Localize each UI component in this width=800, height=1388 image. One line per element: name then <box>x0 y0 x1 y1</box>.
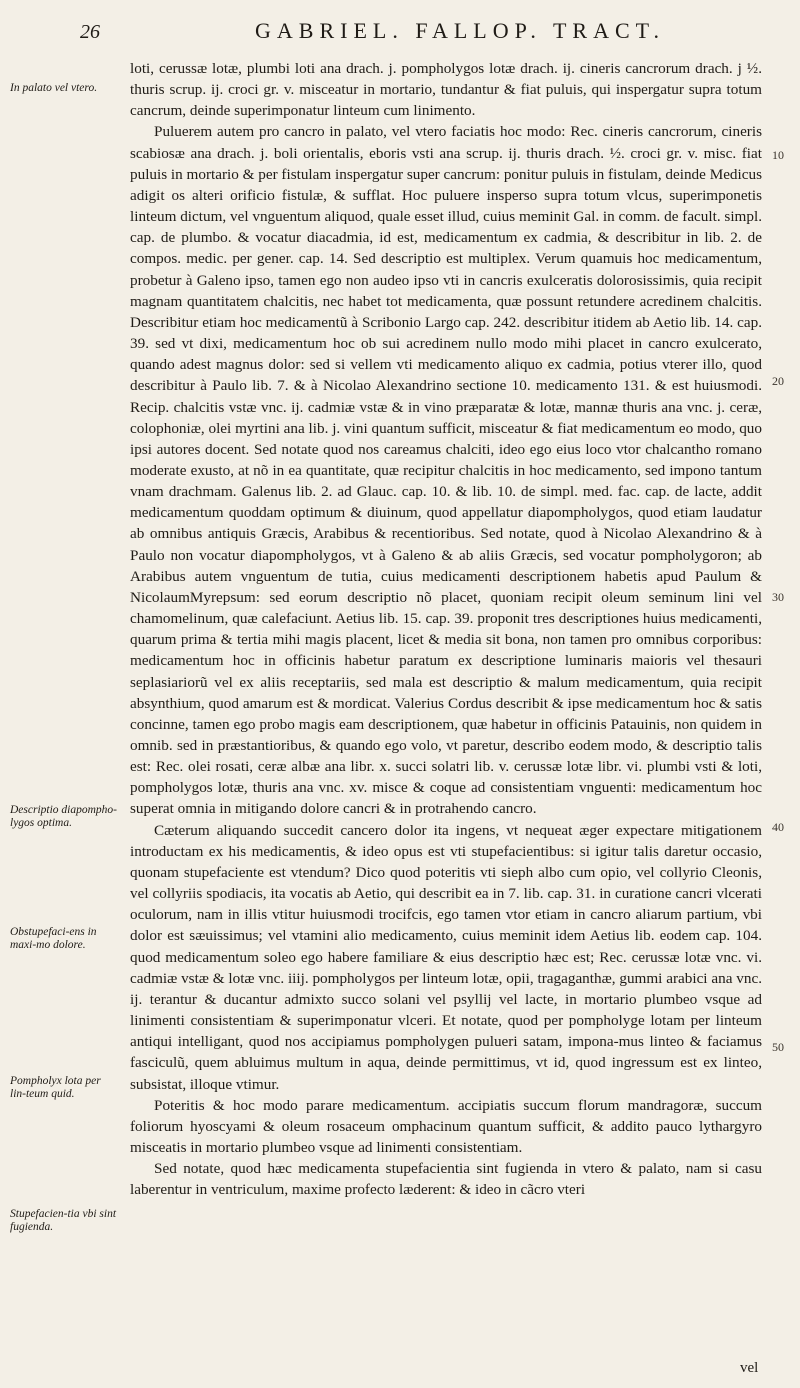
paragraph: Poteritis & hoc modo parare medicamentum. accipiatis succum florum mandragoræ, succum foliorum hyoscyami & oleum rosaceum omphacinum quantum sufficit, & addito pauco lythargyro misceatis in mortario plumbeo vsque ad linimenti consistentiam. <box>130 1096 762 1156</box>
running-header <box>80 18 780 52</box>
page-number: 26 <box>80 21 100 43</box>
margin-note: Obstupefaci-ens in maxi-mo dolore. <box>10 926 97 951</box>
margin-note: Stupefacien-tia vbi sint fugienda. <box>10 1208 117 1233</box>
paragraph: Puluerem autem pro cancro in palato, vel vtero faciatis hoc modo: Rec. cineris cancrorum, cineris scabiosæ ana drach. j. boli orientalis, eboris vsti ana scrup. ij. thuris drach. ½. croci gr. v. misc. fiat puluis in mortario & per fistulam inspergatur super cancrum: ponitur puluis in fistulam, deinde Medicus adigit os alteri orificio fistulæ, & sufflat. Hoc puluere insperso supra totum vlcus, superimponetis linteum dictum, vel vnguentum aliquod, quale esset illud, cuius meminit Gal. in comm. de facult. simpl. cap. de plumbo. & vocatur diacadmia, id est, medicamentum ex cadmia, & describitur in lib. 2. de compos. medic. per gener. cap. 14. Sed descriptio est multiplex. Verum quamuis hoc medicamentum, probetur à Galeno ipso, tamen ego non audeo ipso vti in cancris exulceratis dolorosissimis, quia recipit magnam quantitatem chalcitis, nec habet tot medicamenta, quæ possunt retundere acredinem chalcitis. Describitur etiam hoc medicamentũ à Scribonio Largo cap. 242. describitur itidem ab Aetio lib. 14. cap. 39. sed vt dixi, medicamentum hoc ob sui acredinem nullo modo mihi placet in cancro exulcerato, quando adest magnus dolor: sed si vellem vti medicamento aliquo ex cadmia, potius vterer illo, quod describitur à Paulo lib. 7. & à Nicolao Alexandrino sectione 10. medicamento 131. & est huiusmodi. Recip. chalcitis vstæ vnc. ij. cadmiæ vstæ & in vino præparatæ & lotæ, mannæ thuris ana vnc. j. ceræ, colophoniæ, olei myrtini ana lib. j. vini quantum sufficit, misceatur & fiat medicamentum eo modo, quo ipsi autores docent. Sed notate quod nos careamus chalciti, ideo ego eius loco vtor chalcantho romano moderate exusto, at nõ in ea quantitate, quæ recipitur chalcitis in hoc medicamento, sed impono tantum vnam drachmam. Galenus lib. 2. ad Glauc. cap. 10. & lib. 10. de simpl. med. fac. cap. de lacte, addit medicamentum quoddam optimum & diuinum, quod appellatur diapompholygos, quod etiam laudatur ab omnibus antiquis Græcis, Arabibus & recentioribus. Sed notate, quod à Nicolao Alexandrino & à Paulo non vocatur diapompholygos, vt à Galeno & ab aliis Græcis, sed vocatur pompholygoron; ab Arabibus autem vnguentum de tutia, cuius medicamenti descriptionem habetis apud Paulum & NicolaumMyrepsum: sed eorum descriptio nõ placet, quoniam recipit oleum seminum lini vel chamomelinum, quæ calefaciunt. Aetius lib. 15. cap. 39. proponit tres descriptiones huius medicamenti, quarum prima & tertia mihi magis placent, licet & media sit bona, non tamen pro omnibus corporibus: medicamentum hoc in officinis habetur paratum ex descriptione luminaris maioris vel thesauri seplasiariorũ vel ex aliis receptariis, sed mala est descriptio & malum medicamentum, quia recipit absynthium, quod amarum est & mordicat. Valerius Cordus describit & ipse medicamentum hoc & satis concinne, tamen ego probo magis eam descriptionem, quæ habetur in officinis Patauinis, non quidem in omnib. sed in præstantioribus, & quando ego volo, vt paretur, describo eodem modo, & descriptio talis est: Rec. olei rosati, ceræ albæ ana libr. x. succi solatri lib. v. cerussæ lotæ libr. vi. plumbi vsti & loti, pompholygos lotæ, thuris ana vnc. xv. misce & coque ad consistentiam vnguenti: medicamentum hoc superat omnia in mitigando dolore cancri & in protrahendo cancro. <box>130 123 762 818</box>
margin-note: Descriptio diapompho-lygos optima. <box>10 804 118 829</box>
line-number: 10 <box>772 148 784 162</box>
margin-note: Pompholyx lota per lin-teum quid. <box>10 1075 101 1100</box>
paragraph: Cæterum aliquando succedit cancero dolor ita ingens, vt nequeat æger expectare mitigationem introductam ex his medicamentis, & ideo opus est vti stupefacientibus: si igitur talis daretur occasio, quonam stupefaciente est vtendum? Dico quod poteritis vti sieph albo cum opio, vel collyrio Cleonis, vel collyriis spodiacis, ita vocatis ab Aetio, qui describit ea in 7. lib. cap. 31. in curatione cancri vlcerati oculorum, nam in illis vtitur huiusmodi trocifcis, ego tamen vtor etiam in cancro aliarum partium, vbi dolor est sæuissimus; vel vtamini alio medicamento, cuius meminit idem Aetius lib. eodem cap. 104. quod medicamentum soleo ego habere familiare & eius descriptio hæc est; Rec. cerussæ lotæ vnc. vi. cadmiæ vstæ & lotæ vnc. iiij. pompholygos per linteum lotæ, opii, tragaganthæ, gummi arabici ana vnc. ij. terantur & ducantur admixto succo solani vel psyllij vel lacte, in mortario plumbeo vsque ad linimenti consistentiam & superimponatur vlceri. Et notate, quod per pompholyge lotam per linteum antiqui intelligant, quod nos accipiamus pompholygen pulueri satam, impona-mus linteo & faciamus fasciculũ, quem abluimus multum in aqua, deinde permittimus, vt id, quod ingressum est ex linteo, subsistat, illoque vtimur. <box>130 821 762 1093</box>
main-text <box>130 58 762 1374</box>
line-number: 50 <box>772 1040 784 1054</box>
line-number: 20 <box>772 374 784 388</box>
paragraph: Sed notate, quod hæc medicamenta stupefacientia sint fugienda in vtero & palato, nam si casu laberentur in ventriculum, maxime profecto læderent: & ideo in cãcro vteri <box>130 1160 762 1199</box>
running-title: GABRIEL. FALLOP. TRACT. <box>255 18 665 43</box>
catchword: vel <box>740 1360 759 1376</box>
line-number: 30 <box>772 590 784 604</box>
margin-note: In palato vel vtero. <box>10 82 98 94</box>
line-number: 40 <box>772 820 784 834</box>
paragraph: loti, cerussæ lotæ, plumbi loti ana drach. j. pompholygos lotæ drach. ij. cineris cancrorum drach. j ½. thuris scrup. ij. croci gr. v. misceatur in mortario, tundantur & fiat puluis, qui inspergatur supra totum cancrum, deinde superimponatur linteum cum linimento. <box>130 60 762 120</box>
